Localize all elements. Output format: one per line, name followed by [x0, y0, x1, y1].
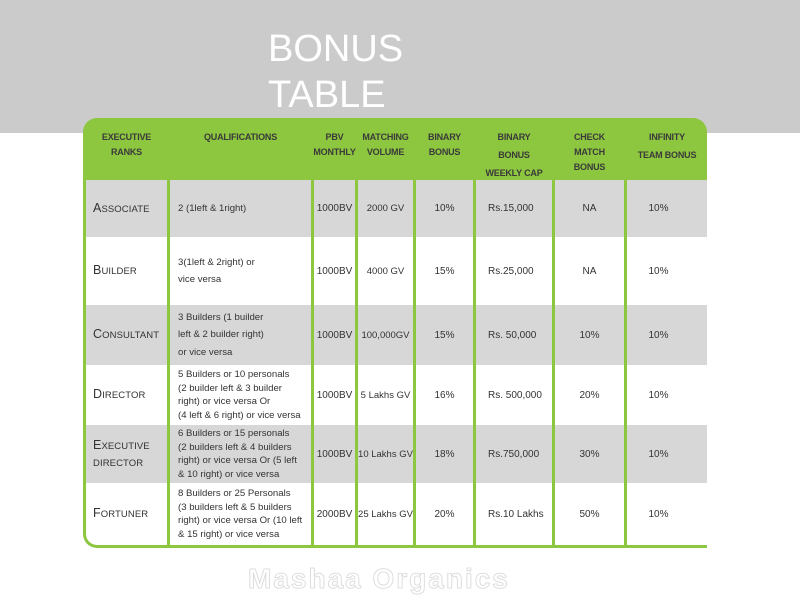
qualification-line: right) or vice versa Or (5 left	[178, 455, 297, 466]
title-line: TABLE	[268, 74, 386, 116]
header-label-line: EXECUTIVE	[101, 132, 152, 142]
check-match-bonus-cell: NA	[555, 180, 624, 237]
qualification-line: vice versa	[178, 274, 222, 285]
matching-volume-cell: 100,000GV	[358, 305, 413, 365]
header-executive-ranks	[86, 118, 167, 180]
qualification-line: 5 Builders or 10 personals	[178, 369, 290, 380]
header-binary-bonus-weekly-cap	[476, 118, 552, 180]
qualification-line: 8 Builders or 25 Personals	[178, 488, 291, 499]
header-matching-volume	[358, 118, 413, 180]
qualification-cell	[170, 425, 311, 483]
rank-cell	[86, 180, 167, 237]
header-check-match-bonus	[555, 118, 624, 180]
qualification-line: (2 builder left & 3 builder	[178, 382, 282, 394]
qualification-text	[178, 254, 255, 289]
qualification-cell	[170, 305, 311, 365]
header-label-line: BONUS	[573, 162, 606, 172]
header-qualifications	[170, 118, 311, 180]
qualification-line: right) or vice versa Or	[178, 396, 271, 407]
binary-bonus-cell: 15%	[416, 305, 473, 365]
rank-cell	[86, 305, 167, 365]
matching-volume-cell: 4000 GV	[358, 237, 413, 305]
check-match-bonus-cell: 20%	[555, 365, 624, 425]
header-label-line: BONUS	[428, 147, 461, 157]
header-label-line: MONTHLY	[313, 147, 356, 157]
qualification-text	[178, 487, 302, 541]
matching-volume-cell: 10 Lakhs GV	[358, 425, 413, 483]
header-label-line: MATCHING	[362, 132, 409, 142]
pbv-monthly-cell: 1000BV	[314, 365, 355, 425]
weekly-cap-cell: Rs.15,000	[476, 180, 552, 237]
qualification-line: 2 (1left & 1right)	[178, 202, 247, 214]
qualification-line: 3(1left & 2right) or	[178, 256, 255, 268]
matching-volume-cell: 25 Lakhs GV	[358, 483, 413, 545]
brand-watermark: Mashaa Organics	[248, 563, 510, 594]
qualification-line: (4 left & 6 right) or vice versa	[178, 409, 301, 421]
infinity-team-bonus-cell: 10%	[627, 365, 707, 425]
binary-bonus-cell: 20%	[416, 483, 473, 545]
infinity-team-bonus-cell: 10%	[627, 425, 707, 483]
check-match-bonus-cell: NA	[555, 237, 624, 305]
weekly-cap-cell: Rs.25,000	[476, 237, 552, 305]
header-label-line: WEEKLY CAP	[485, 168, 543, 178]
binary-bonus-cell: 10%	[416, 180, 473, 237]
title-line: BONUS	[268, 28, 404, 70]
infinity-team-bonus-cell: 10%	[627, 237, 707, 305]
bonus-table	[83, 118, 707, 548]
qualification-cell	[170, 483, 311, 545]
rank-name: DIRECTOR	[93, 387, 146, 401]
qualification-text	[178, 202, 246, 216]
qualification-text	[178, 309, 264, 362]
qualification-line: & 10 right) or vice versa	[178, 468, 280, 480]
infinity-team-bonus-cell: 10%	[627, 305, 707, 365]
qualification-line: (3 builders left & 5 builders	[178, 501, 292, 513]
header-label-line: INFINITY	[649, 132, 685, 142]
qualification-line: right) or vice versa Or (10 left	[178, 515, 303, 526]
header-label-line: MATCH	[574, 147, 605, 157]
binary-bonus-cell: 15%	[416, 237, 473, 305]
header-binary-bonus	[416, 118, 473, 180]
infinity-team-bonus-cell: 10%	[627, 483, 707, 545]
rank-cell	[86, 483, 167, 545]
rank-cell	[86, 365, 167, 425]
weekly-cap-cell: Rs. 500,000	[476, 365, 552, 425]
weekly-cap-cell: Rs.750,000	[476, 425, 552, 483]
pbv-monthly-cell: 1000BV	[314, 180, 355, 237]
check-match-bonus-cell: 10%	[555, 305, 624, 365]
slide-title	[268, 26, 403, 118]
header-pbv-monthly	[314, 118, 355, 180]
qualification-line: left & 2 builder right)	[178, 329, 264, 341]
header-label-line: QUALIFICATIONS	[203, 132, 278, 142]
header-label-line: PBV	[325, 132, 344, 142]
infinity-team-bonus-cell: 10%	[627, 180, 707, 237]
rank-name: EXECUTIVE DIRECTOR	[93, 437, 150, 469]
weekly-cap-cell: Rs. 50,000	[476, 305, 552, 365]
qualification-line: 3 Builders (1 builder	[178, 311, 264, 323]
header-label-line: TEAM BONUS	[637, 150, 697, 160]
rank-cell	[86, 425, 167, 483]
qualification-text	[178, 368, 301, 422]
pbv-monthly-cell: 1000BV	[314, 425, 355, 483]
header-label-line: BONUS	[498, 150, 530, 160]
rank-name: FORTUNER	[93, 506, 149, 520]
header-label-line: RANKS	[110, 147, 142, 157]
qualification-line: (2 builders left & 4 builders	[178, 441, 292, 453]
rank-name: CONSULTANT	[93, 327, 160, 341]
pbv-monthly-cell: 1000BV	[314, 237, 355, 305]
qualification-line: & 15 right) or vice versa	[178, 528, 280, 540]
qualification-text	[178, 427, 297, 481]
qualification-line: or vice versa	[178, 346, 233, 358]
weekly-cap-cell: Rs.10 Lakhs	[476, 483, 552, 545]
qualification-cell	[170, 237, 311, 305]
header-label-line: VOLUME	[366, 147, 405, 157]
header-label-line: BINARY	[497, 132, 531, 142]
pbv-monthly-cell: 1000BV	[314, 305, 355, 365]
check-match-bonus-cell: 50%	[555, 483, 624, 545]
matching-volume-cell: 2000 GV	[358, 180, 413, 237]
binary-bonus-cell: 16%	[416, 365, 473, 425]
binary-bonus-cell: 18%	[416, 425, 473, 483]
header-infinity-team-bonus	[627, 118, 707, 180]
check-match-bonus-cell: 30%	[555, 425, 624, 483]
qualification-cell	[170, 180, 311, 237]
matching-volume-cell: 5 Lakhs GV	[358, 365, 413, 425]
rank-name: BUILDER	[93, 263, 137, 277]
rank-name: ASSOCIATE	[93, 200, 150, 215]
header-label-line: CHECK	[573, 132, 605, 142]
rank-cell	[86, 237, 167, 305]
qualification-line: 6 Builders or 15 personals	[178, 428, 290, 439]
header-label-line: BINARY	[428, 132, 461, 142]
qualification-cell	[170, 365, 311, 425]
pbv-monthly-cell: 2000BV	[314, 483, 355, 545]
